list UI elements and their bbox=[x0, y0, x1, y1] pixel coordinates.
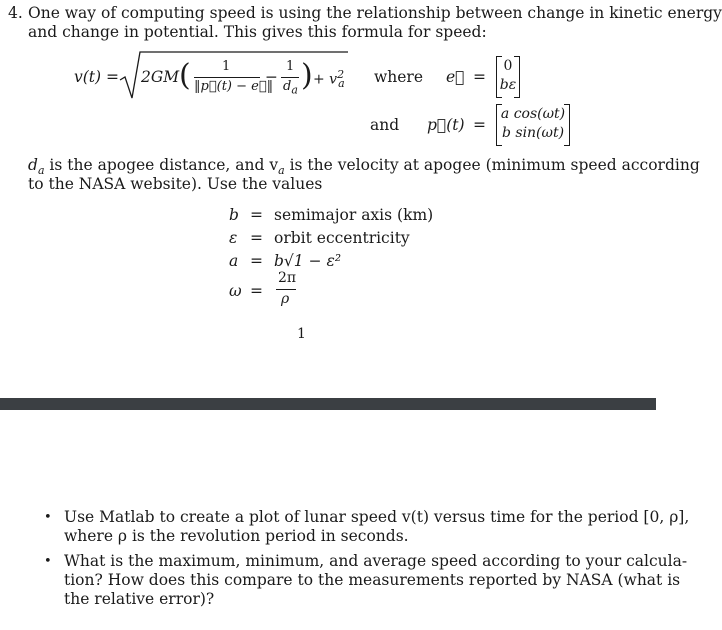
left-paren: ( bbox=[179, 58, 191, 93]
bullet-2-line-2: tion? How does this compare to the measurements reported by NASA (what is bbox=[64, 571, 681, 589]
right-paren: ) bbox=[301, 58, 313, 93]
formula-lhs: v(t) = bbox=[74, 68, 119, 86]
def-equals: = bbox=[250, 229, 263, 247]
frac2-denominator: $d_a$ bbox=[283, 79, 298, 97]
e-matrix-top: 0 bbox=[503, 58, 513, 74]
e-matrix-bottom: bε bbox=[499, 77, 517, 93]
e-vector-matrix bbox=[496, 56, 520, 98]
frac2-numerator: 1 bbox=[286, 59, 295, 74]
where-label: where bbox=[374, 68, 424, 86]
p-vector: p⃗(t) bbox=[427, 116, 465, 134]
def-value: b√1 − ε² bbox=[274, 252, 342, 270]
frac1-denominator: ‖p⃗(t) − e⃗‖ bbox=[194, 79, 274, 94]
omega-numerator: 2π bbox=[278, 270, 297, 286]
def-equals: = bbox=[250, 252, 263, 270]
sqrt-constant: 2GM bbox=[141, 68, 180, 86]
def-symbol: b bbox=[229, 206, 239, 224]
minus-sign: − bbox=[265, 68, 278, 86]
bullet-2-line-3: the relative error)? bbox=[64, 590, 215, 608]
intro-line-2: and change in potential. This gives this formula for speed: bbox=[28, 23, 487, 41]
p-vector-matrix bbox=[496, 104, 570, 146]
and-label: and bbox=[370, 116, 400, 134]
def-symbol: ω bbox=[229, 282, 242, 300]
description-line-1: $d_a$ is the apogee distance, and $v_a$ is the velocity at apogee (minimum speed according bbox=[28, 156, 700, 178]
p-equals: = bbox=[473, 116, 486, 134]
def-equals: = bbox=[250, 282, 263, 300]
def-value: orbit eccentricity bbox=[274, 229, 410, 247]
p-matrix-top: a cos(ωt) bbox=[500, 106, 566, 122]
p-matrix-bottom: b sin(ωt) bbox=[501, 125, 565, 141]
def-symbol: ε bbox=[229, 229, 238, 247]
def-equals: = bbox=[250, 206, 263, 224]
description-line-2: to the NASA website). Use the values bbox=[28, 175, 323, 193]
bullet-1-line-2: where ρ is the revolution period in seconds. bbox=[64, 527, 409, 545]
page-number: 1 bbox=[297, 326, 306, 342]
omega-denominator: ρ bbox=[281, 291, 290, 307]
bullet-2-line-1: What is the maximum, minimum, and average speed according to your calcula- bbox=[64, 552, 688, 570]
frac1-numerator: 1 bbox=[222, 59, 231, 74]
bullet-icon: • bbox=[44, 510, 52, 525]
bullet-1-line-1: Use Matlab to create a plot of lunar speed v(t) versus time for the period [0, ρ], bbox=[64, 508, 690, 526]
def-symbol: a bbox=[229, 252, 239, 270]
e-equals: = bbox=[473, 68, 486, 86]
velocity-term: + $v^2_a$ bbox=[313, 68, 345, 91]
frac1-line bbox=[194, 77, 260, 78]
e-vector: e⃗ bbox=[446, 68, 465, 86]
intro-line-1: One way of computing speed is using the relationship between change in kinetic energy bbox=[28, 4, 722, 22]
problem-number: 4. bbox=[8, 4, 23, 22]
frac2-line bbox=[281, 77, 299, 78]
def-value: semimajor axis (km) bbox=[274, 206, 434, 224]
omega-fraction-line bbox=[276, 289, 296, 290]
page-separator bbox=[0, 398, 656, 410]
bullet-icon: • bbox=[44, 554, 52, 569]
